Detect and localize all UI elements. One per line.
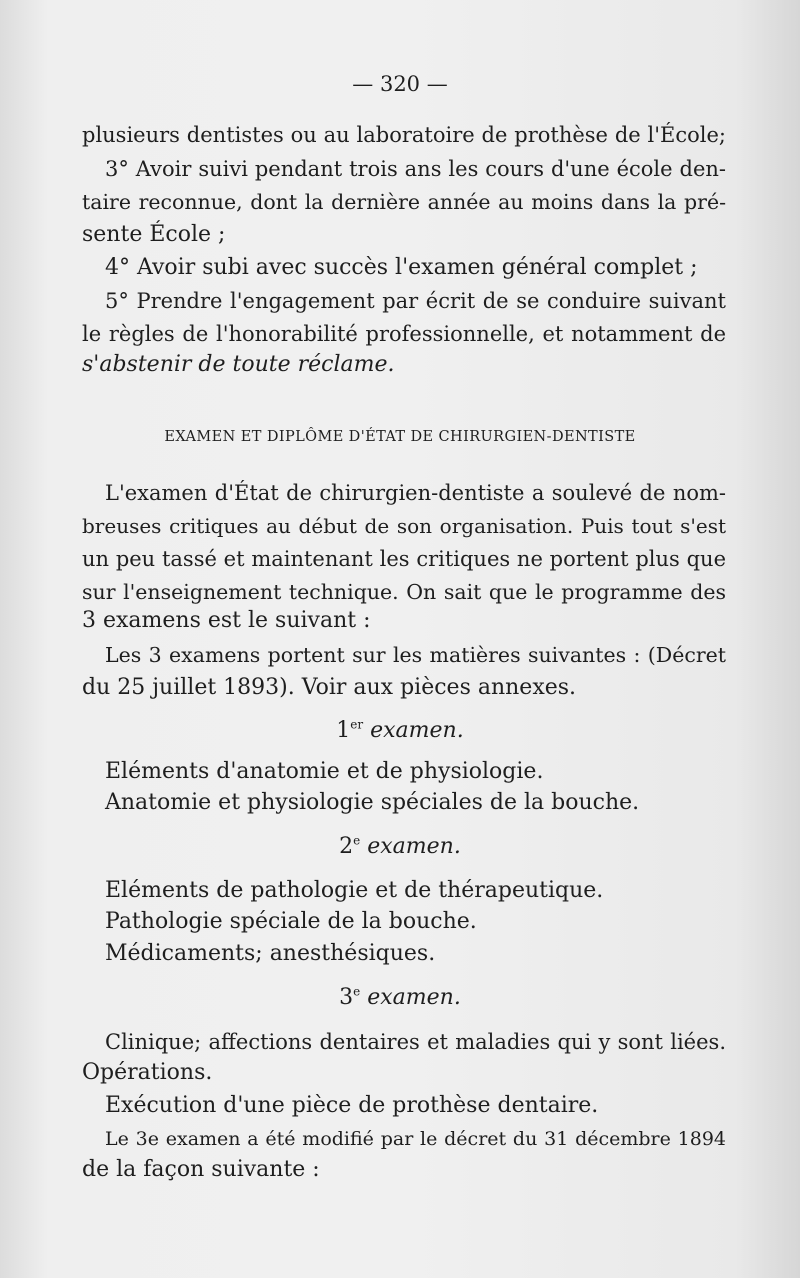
exam-ordinal: 2 — [339, 834, 354, 859]
text-line: un peu tassé et maintenant les critiques ne portent plus que — [82, 547, 726, 571]
exam-2-heading — [0, 832, 800, 862]
text-line: breuses critiques au début de son organisation. Puis tout s'est — [82, 514, 726, 538]
text-line: 3 examens est le suivant : — [82, 608, 371, 633]
text-line: taire reconnue, dont la dernière année au moins dans la pré- — [82, 190, 726, 214]
exam-title: examen. — [363, 718, 464, 743]
text-line: du 25 juillet 1893). Voir aux pièces annexes. — [82, 675, 577, 700]
text-line: sente École ; — [82, 222, 226, 247]
exam-item: Médicaments; anesthésiques. — [105, 941, 436, 966]
exam-ordinal: 3 — [339, 985, 354, 1010]
text-line: 3° Avoir suivi pendant trois ans les cours d'une école den- — [105, 157, 726, 181]
text-line: Opérations. — [82, 1060, 213, 1085]
exam-item: Anatomie et physiologie spéciales de la bouche. — [105, 790, 640, 815]
text-line-italic: s'abstenir de toute réclame. — [82, 352, 395, 377]
text-line: Exécution d'une pièce de prothèse dentaire. — [105, 1093, 599, 1118]
text-line: L'examen d'État de chirurgien-dentiste a soulevé de nom- — [105, 481, 726, 505]
exam-item: Eléments de pathologie et de thérapeutique. — [105, 878, 604, 903]
text-line: de la façon suivante : — [82, 1157, 320, 1182]
text-line: Les 3 examens portent sur les matières suivantes : (Décret — [105, 643, 726, 667]
text-line: 5° Prendre l'engagement par écrit de se conduire suivant — [105, 289, 726, 313]
exam-ordinal-suffix: e — [353, 984, 361, 999]
text-line: plusieurs dentistes ou au laboratoire de prothèse de l'École; — [82, 123, 726, 147]
exam-item: Pathologie spéciale de la bouche. — [105, 909, 477, 934]
page-number: — 320 — — [352, 72, 448, 96]
exam-ordinal-suffix: e — [353, 833, 361, 848]
text-line: Le 3e examen a été modifié par le décret du 31 décembre 1894 — [105, 1128, 726, 1150]
exam-item: Eléments d'anatomie et de physiologie. — [105, 759, 544, 784]
exam-ordinal: 1 — [336, 718, 351, 743]
text-line: sur l'enseignement technique. On sait que le programme des — [82, 580, 726, 604]
section-heading: EXAMEN ET DIPLÔME D'ÉTAT DE CHIRURGIEN-DENTISTE — [164, 429, 636, 445]
exam-1-heading — [0, 716, 800, 746]
exam-ordinal-suffix: er — [350, 717, 364, 732]
text-line: 4° Avoir subi avec succès l'examen général complet ; — [105, 255, 698, 280]
exam-3-heading — [0, 983, 800, 1013]
text-line: le règles de l'honorabilité professionnelle, et notamment de — [82, 322, 726, 346]
exam-title: examen. — [360, 834, 461, 859]
text-line: Clinique; affections dentaires et maladies qui y sont liées. — [105, 1030, 726, 1054]
exam-title: examen. — [360, 985, 461, 1010]
